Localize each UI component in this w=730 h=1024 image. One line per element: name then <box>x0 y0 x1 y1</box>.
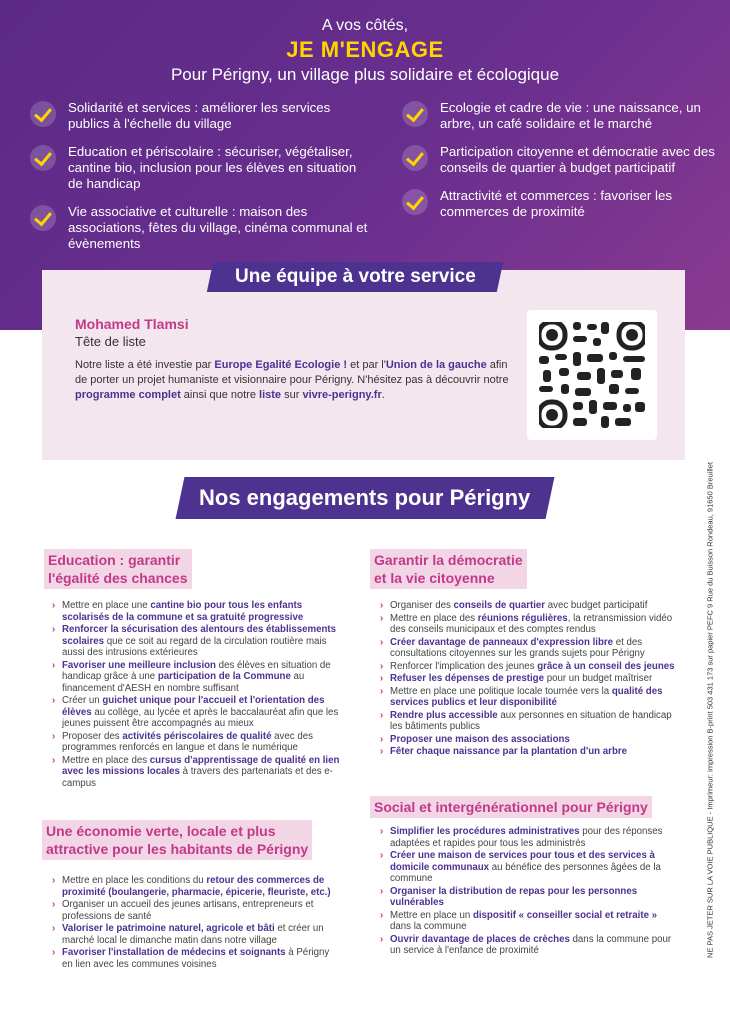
hero-bullet <box>30 100 370 132</box>
list-item: › Organiser un accueil des jeunes artisans, entrepreneurs et professions de santé <box>50 899 342 922</box>
check-icon <box>402 189 428 215</box>
list-item: › Ouvrir davantage de places de crèches dans la commune pour un service à l'enfance de proximité <box>378 934 678 957</box>
list-item: › Mettre en place des réunions régulières, la retransmission vidéo des conseils municipaux et des comptes rendus <box>378 613 678 636</box>
list-item: › Favoriser une meilleure inclusion des élèves en situation de handicap grâce à une participation de la Commune au financement d'AESH en nombre suffisant <box>50 660 342 695</box>
list-item: › Proposer une maison des associations <box>378 734 678 746</box>
hero-bullet-text: Ecologie et cadre de vie : une naissance, un arbre, un café solidaire et le marché <box>440 100 701 131</box>
section-education-heading-line1: Education : garantir <box>48 552 181 568</box>
list-item: › Renforcer l'implication des jeunes grâce à un conseil des jeunes <box>378 661 678 673</box>
list-item: › Mettre en place une politique locale tournée vers la qualité des services publics et leur disponibilité <box>378 686 678 709</box>
hero-line1: A vos côtés, <box>321 17 409 34</box>
section-social-list <box>378 826 678 958</box>
check-icon <box>30 205 56 231</box>
section-democratie-heading <box>370 549 527 589</box>
check-icon <box>402 101 428 127</box>
list-item: › Simplifier les procédures administratives pour des réponses adaptées et rapides pour tous les administrés <box>378 826 678 849</box>
section-democratie-heading-line1: Garantir la démocratie <box>374 552 523 568</box>
hero-bullet-text: Vie associative et culturelle : maison des associations, fêtes du village, cinéma communal et évènements <box>68 204 368 251</box>
list-item: › Fêter chaque naissance par la plantation d'un arbre <box>378 746 678 758</box>
list-item: › Proposer des activités périscolaires de qualité avec des programmes renforcés en langue et dans le numérique <box>50 731 342 754</box>
hero-bullet <box>402 144 722 176</box>
list-item: › Créer une maison de services pour tous et des services à domicile communaux au bénéfice des personnes âgées de la commune <box>378 850 678 885</box>
hero-bullet-text: Education et périscolaire : sécuriser, végétaliser, cantine bio, inclusion pour les élèves en situation de handicap <box>68 144 357 191</box>
bullets-right <box>402 100 722 232</box>
hero-bullet <box>402 188 722 220</box>
list-item: › Favoriser l'installation de médecins et soignants à Périgny en lien avec les communes voisines <box>50 947 342 970</box>
legal-notice <box>702 462 718 958</box>
section-economie-heading-line1: Une économie verte, locale et plus <box>46 823 276 839</box>
hero-bullet-text: Solidarité et services : améliorer les services publics à l'échelle du village <box>68 100 331 131</box>
check-icon <box>402 145 428 171</box>
qr-icon <box>539 322 645 428</box>
section-education-heading <box>44 549 192 589</box>
hero-bullet <box>402 100 722 132</box>
hero-bullet <box>30 204 370 252</box>
section-economie-heading-line2: attractive pour les habitants de Périgny <box>46 841 309 857</box>
hero-slogan: JE M'ENGAGE <box>286 37 444 62</box>
qr-code[interactable] <box>527 310 657 440</box>
list-item: › Créer un guichet unique pour l'accueil et l'orientation des élèves au collège, au lycée et après le baccalauréat afin que les jeunes puissent être accompagnés au mieux <box>50 695 342 730</box>
candidate-role: Tête de liste <box>75 334 146 349</box>
list-item: › Mettre en place un dispositif « conseiller social et retraite » dans la commune <box>378 910 678 933</box>
section-economie-heading <box>42 820 312 860</box>
hero-bullet <box>30 144 370 192</box>
section-social-heading-line1: Social et intergénérationnel pour Périgny <box>374 799 648 815</box>
bullets-left <box>30 100 370 264</box>
section-social-heading <box>370 796 652 818</box>
engagements-title <box>176 477 555 519</box>
hero-subtitle: Pour Périgny, un village plus solidaire et écologique <box>170 65 560 84</box>
check-icon <box>30 101 56 127</box>
section-democratie-heading-line2: et la vie citoyenne <box>374 570 495 586</box>
list-item: › Mettre en place des cursus d'apprentissage de qualité en lien avec les missions locales à travers des partenariats et des e-campus <box>50 755 342 790</box>
section-democratie-list <box>378 600 678 759</box>
list-item: › Mettre en place les conditions du retour des commerces de proximité (boulangerie, pharmacie, épicerie, fleuriste, etc.) <box>50 875 342 898</box>
list-item: › Organiser la distribution de repas pour les personnes vulnérables <box>378 886 678 909</box>
candidate-name: Mohamed Tlamsi <box>75 316 189 332</box>
section-education-list <box>50 600 342 790</box>
section-economie-list <box>50 875 342 971</box>
section-education-heading-line2: l'égalité des chances <box>48 570 188 586</box>
list-item: › Refuser les dépenses de prestige pour un budget maîtriser <box>378 673 678 685</box>
engagements-title-text: Nos engagements pour Périgny <box>199 485 531 510</box>
team-title <box>207 262 503 292</box>
list-item: › Valoriser le patrimoine naturel, agricole et bâti et créer un marché local le dimanche matin dans notre village <box>50 923 342 946</box>
hero-bullet-text: Attractivité et commerces : favoriser les commerces de proximité <box>440 188 673 219</box>
team-title-text: Une équipe à votre service <box>234 266 476 287</box>
list-item: › Créer davantage de panneaux d'expression libre et des consultations citoyennes sur les grands sujets pour Périgny <box>378 637 678 660</box>
check-icon <box>30 145 56 171</box>
list-item: › Organiser des conseils de quartier avec budget participatif <box>378 600 678 612</box>
list-item: › Renforcer la sécurisation des alentours des établissements scolaires que ce soit au regard de la circulation routière mais aussi des intrusions extérieures <box>50 624 342 659</box>
list-item: › Mettre en place une cantine bio pour tous les enfants scolarisés de la commune et sa gratuité progressive <box>50 600 342 623</box>
list-item: › Rendre plus accessible aux personnes en situation de handicap les bâtiments publics <box>378 710 678 733</box>
hero-heading <box>0 16 730 86</box>
hero-bullet-text: Participation citoyenne et démocratie avec des conseils de quartier à budget participatif <box>440 144 715 175</box>
team-intro: Notre liste a été investie par Europe Egalité Ecologie ! et par l'Union de la gauche afin de porter un projet humaniste et visionnaire pour Périgny. N'hésitez pas à découvrir notre programme complet ainsi que notre liste sur vivre-perigny.fr. <box>75 359 509 401</box>
legal-notice-text: NE PAS JETER SUR LA VOIE PUBLIQUE - Imprimeur: impression B-print 503 431 173 sur papier PEFC 9 Rue du Buisson Rondeau, 91650 Breuillet <box>705 462 715 958</box>
